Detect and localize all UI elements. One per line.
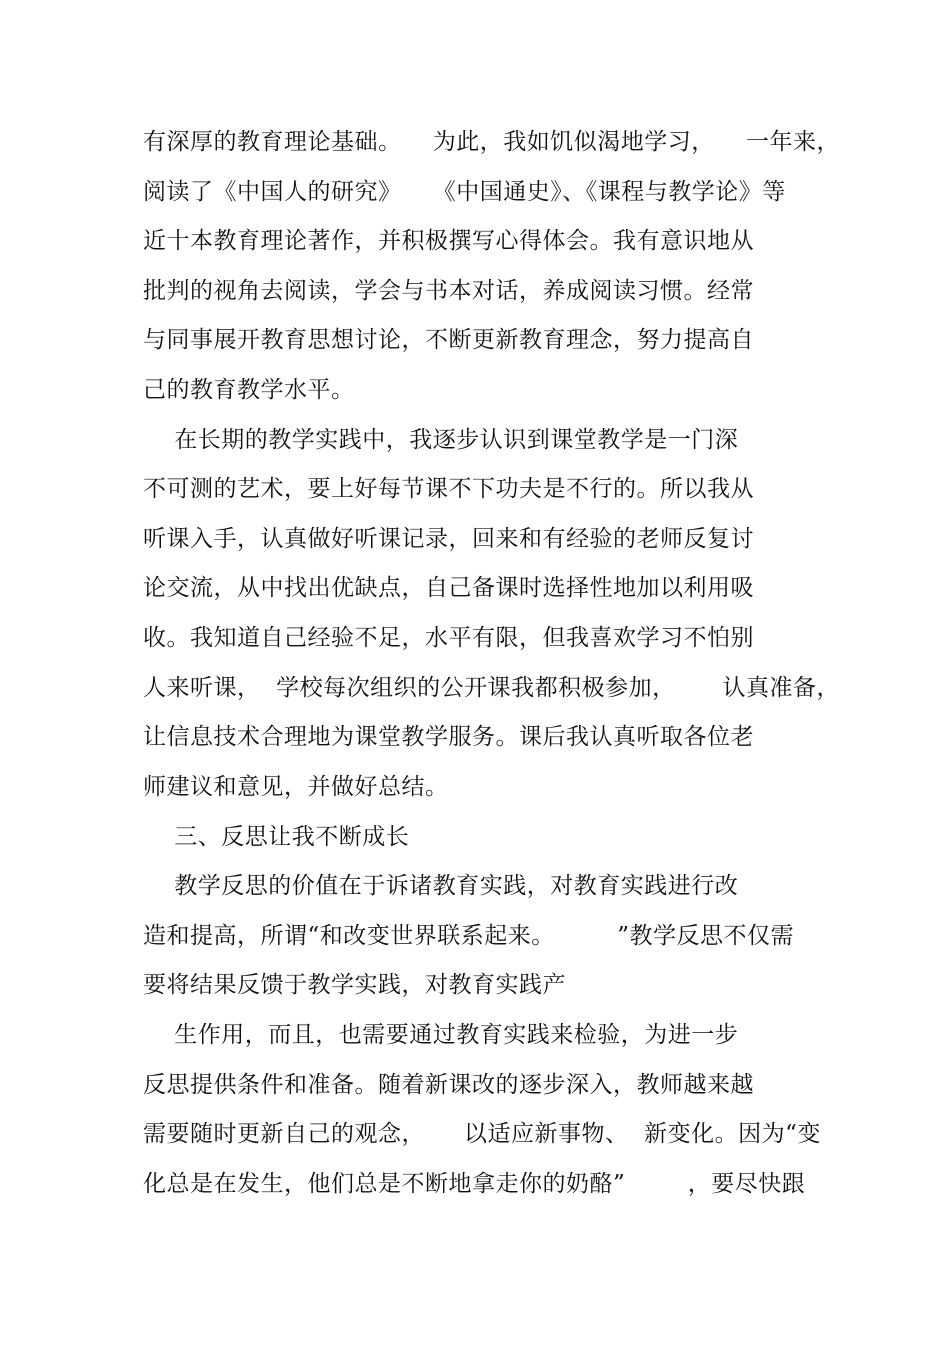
text-line: 师建议和意见，并做好总结。 xyxy=(143,774,449,800)
text-line: 需要随时更新自己的观念， 以适应新事物、 新变化。因为“变 xyxy=(143,1121,821,1147)
text-line: 阅读了《中国人的研究》 《中国通史》、《课程与教学论》等 xyxy=(143,179,786,205)
text-line: 化总是在发生，他们总是不断地拿走你的奶酪” ，要尽快跟 xyxy=(143,1171,806,1197)
text-line: 与同事展开教育思想讨论，不断更新教育理念，努力提高自 xyxy=(143,327,754,353)
text-line: 有深厚的教育理论基础。 为此，我如饥似渴地学习， 一年来， xyxy=(143,129,840,155)
text-line: 己的教育教学水平。 xyxy=(143,377,355,403)
text-line: 人来听课， 学校每次组织的公开课我都积极参加， 认真准备， xyxy=(143,675,840,701)
text-line: 论交流，从中找出优缺点，自己备课时选择性地加以利用吸 xyxy=(143,575,754,601)
text-line: 不可测的艺术，要上好每节课不下功夫是不行的。所以我从 xyxy=(143,476,754,502)
text-line: 近十本教育理论著作，并积极撰写心得体会。我有意识地从 xyxy=(143,228,754,254)
text-line: 批判的视角去阅读，学会与书本对话，养成阅读习惯。经常 xyxy=(143,278,754,304)
text-line: 反思提供条件和准备。随着新课改的逐步深入，教师越来越 xyxy=(143,1072,754,1098)
text-line: 教学反思的价值在于诉诸教育实践，对教育实践进行改 xyxy=(143,873,739,899)
text-line: 要将结果反馈于教学实践，对教育实践产 xyxy=(143,972,566,998)
text-line: 听课入手，认真做好听课记录，回来和有经验的老师反复讨 xyxy=(143,526,754,552)
text-line: 收。我知道自己经验不足，水平有限，但我喜欢学习不怕别 xyxy=(143,625,754,651)
text-line: 在长期的教学实践中，我逐步认识到课堂教学是一门深 xyxy=(143,427,739,453)
text-line: 造和提高，所谓“和改变世界联系起来。 ”教学反思不仅需 xyxy=(143,923,795,949)
text-line: 生作用，而且，也需要通过教育实践来检验，为进一步 xyxy=(143,1022,739,1048)
text-line: 让信息技术合理地为课堂教学服务。课后我认真听取各位老 xyxy=(143,724,754,750)
section-heading: 三、反思让我不断成长 xyxy=(143,824,410,850)
